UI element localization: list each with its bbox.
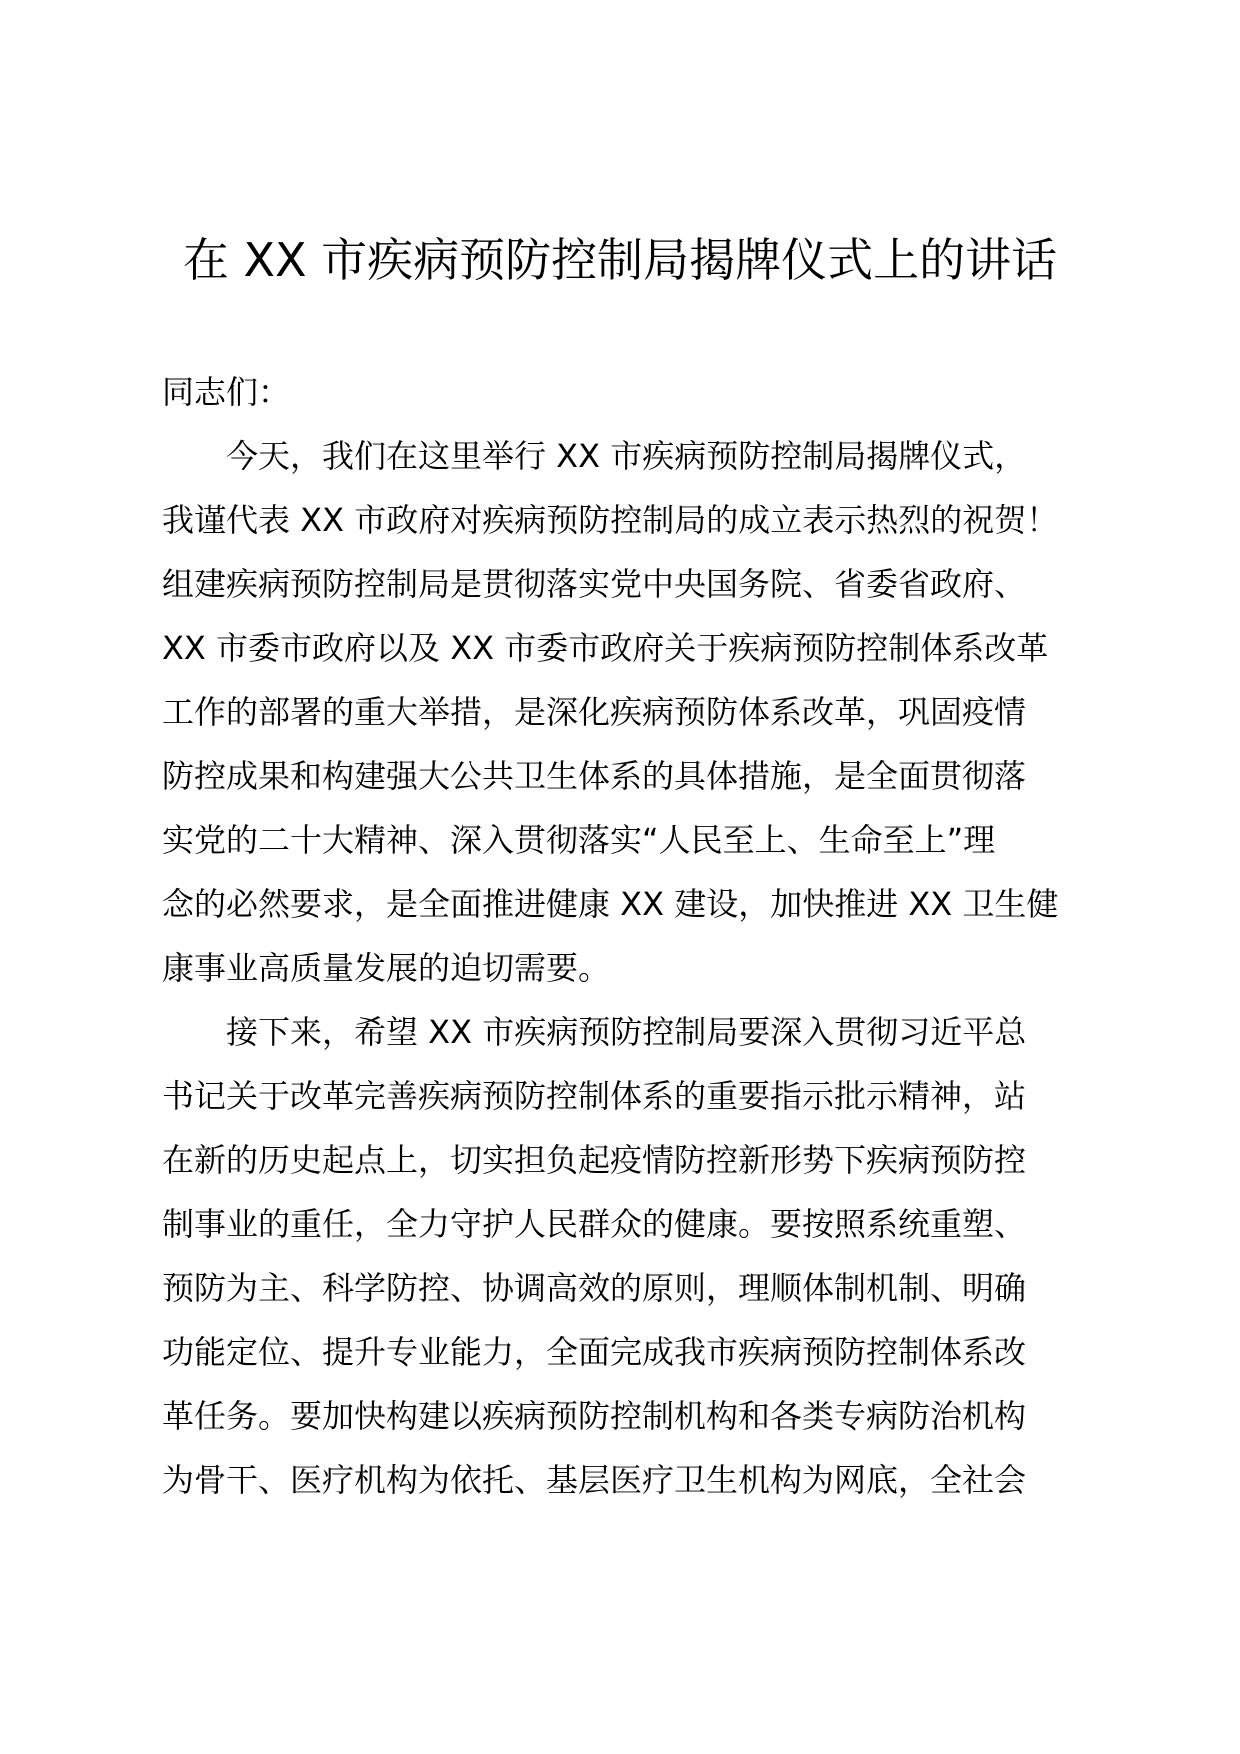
paragraph-line: 组建疾病预防控制局是贯彻落实党中央国务院、省委省政府、 bbox=[162, 565, 1027, 603]
paragraph-line: 革任务。要加快构建以疾病预防控制机构和各类专病防治机构 bbox=[162, 1397, 1027, 1435]
paragraph-line: 功能定位、提升专业能力，全面完成我市疾病预防控制体系改 bbox=[162, 1333, 1027, 1371]
paragraph-line: 我谨代表 XX 市政府对疾病预防控制局的成立表示热烈的祝贺！ bbox=[162, 501, 1059, 539]
paragraph-line: 制事业的重任，全力守护人民群众的健康。要按照系统重塑、 bbox=[162, 1205, 1027, 1243]
paragraph-line: 康事业高质量发展的迫切需要。 bbox=[162, 949, 611, 987]
paragraph-line: 念的必然要求，是全面推进健康 XX 建设，加快推进 XX 卫生健 bbox=[162, 885, 1059, 923]
document-title: 在 XX 市疾病预防控制局揭牌仪式上的讲话 bbox=[182, 233, 1058, 287]
paragraph-line: 工作的部署的重大举措，是深化疾病预防体系改革，巩固疫情 bbox=[162, 693, 1027, 731]
paragraph-line: 实党的二十大精神、深入贯彻落实“人民至上、生命至上”理 bbox=[162, 821, 996, 859]
paragraph-line: 今天，我们在这里举行 XX 市疾病预防控制局揭牌仪式， bbox=[226, 437, 1027, 475]
paragraph-line: 接下来，希望 XX 市疾病预防控制局要深入贯彻习近平总 bbox=[226, 1013, 1027, 1051]
paragraph-line: 防控成果和构建强大公共卫生体系的具体措施，是全面贯彻落 bbox=[162, 757, 1027, 795]
paragraph-line: 为骨干、医疗机构为依托、基层医疗卫生机构为网底，全社会 bbox=[162, 1461, 1027, 1499]
salutation: 同志们： bbox=[162, 373, 291, 411]
paragraph-line: 在新的历史起点上，切实担负起疫情防控新形势下疾病预防控 bbox=[162, 1141, 1027, 1179]
paragraph-line: 预防为主、科学防控、协调高效的原则，理顺体制机制、明确 bbox=[162, 1269, 1027, 1307]
paragraph-line: XX 市委市政府以及 XX 市委市政府关于疾病预防控制体系改革 bbox=[162, 629, 1049, 667]
paragraph-line: 书记关于改革完善疾病预防控制体系的重要指示批示精神，站 bbox=[162, 1077, 1027, 1115]
